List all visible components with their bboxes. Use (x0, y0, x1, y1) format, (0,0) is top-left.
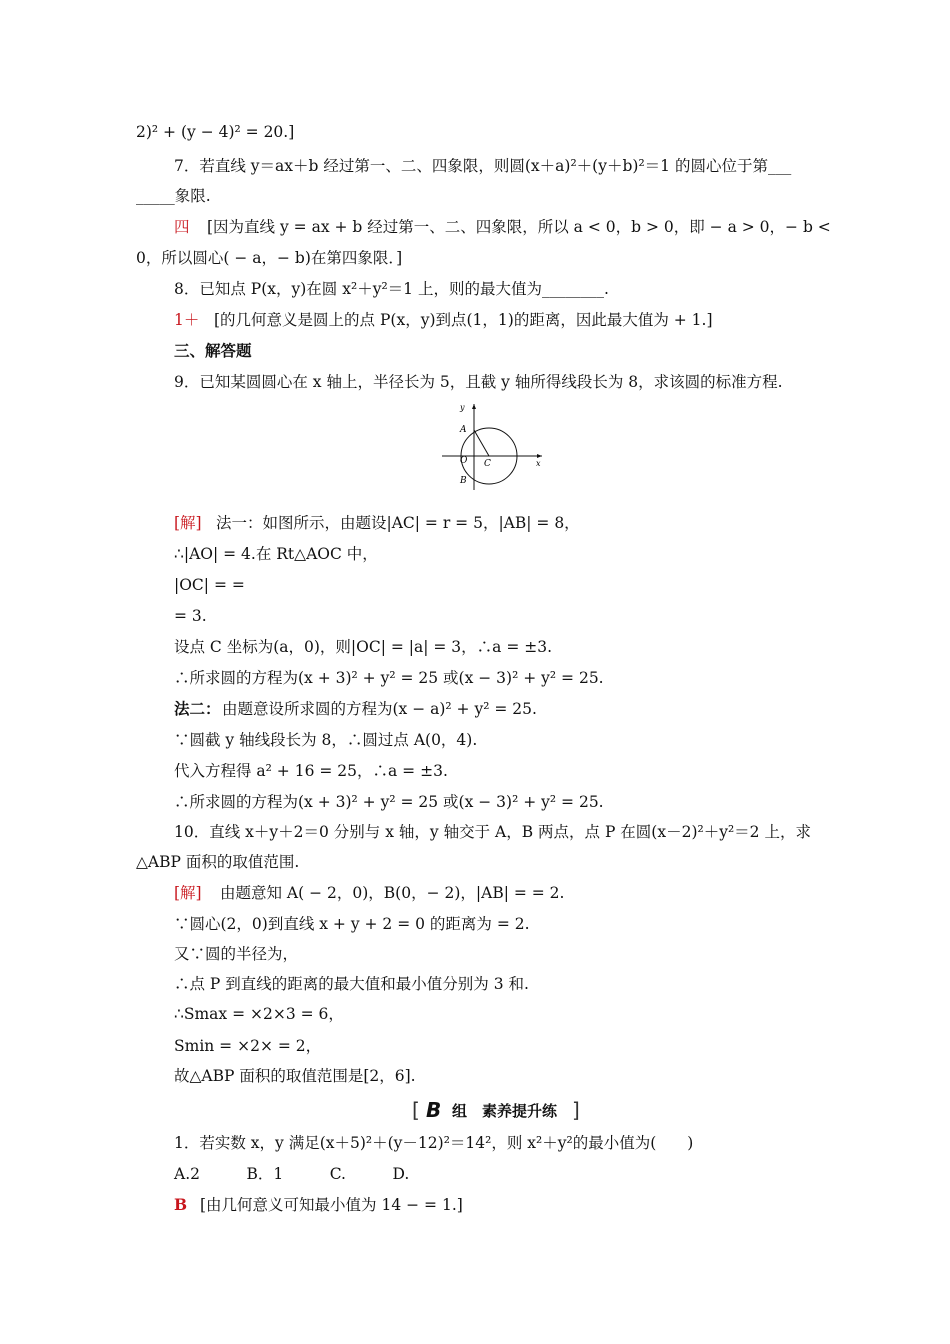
solution-label: [解] (174, 514, 202, 532)
explanation: [因为直线 y = ax + b 经过第一、二、四象限，所以 a < 0，b > 0，即 − a > 0，− b < (207, 218, 831, 236)
section-banner (412, 1098, 582, 1122)
question-b1: 1．若实数 x，y 满足(x＋5)²＋(y－12)²＝14²，则 x²＋y²的最小值为( ) (174, 1134, 694, 1152)
text-line: = 3. (174, 607, 207, 625)
text-line: 设点 C 坐标为(a，0)，则|OC| = |a| = 3，∴a = ±3. (174, 638, 553, 656)
answer-label: 1＋ (174, 311, 200, 329)
question-10: 10．直线 x＋y＋2＝0 分别与 x 轴，y 轴交于 A，B 两点，点 P 在圆(x－2)²＋y²＝2 上，求 (174, 823, 811, 841)
answer-label: B (174, 1195, 188, 1214)
text-line: 又∵圆的半径为， (174, 945, 299, 963)
point-label-b: B (460, 476, 467, 486)
point-label-o: O (460, 456, 468, 466)
text-line: 代入方程得 a² + 16 = 25，∴a = ±3. (174, 762, 448, 780)
banner-bracket-left: [ (412, 1098, 420, 1122)
point-label-a: A (460, 425, 467, 435)
axis-label-x: x (536, 459, 541, 468)
solution-text: 法一：如图所示，由题设|AC| = r = 5，|AB| = 8， (216, 514, 580, 532)
point-label-c: C (484, 459, 491, 469)
text-line: 由题意设所求圆的方程为(x − a)² + y² = 25. (222, 700, 537, 718)
explanation: [由几何意义可知最小值为 14 − = 1.] (200, 1196, 463, 1214)
banner-bracket-right: ] (572, 1098, 580, 1122)
text-line: ∴所求圆的方程为(x + 3)² + y² = 25 或(x − 3)² + y² = 25. (174, 793, 604, 811)
text-line: △ABP 面积的取值范围. (136, 853, 300, 871)
explanation: [的几何意义是圆上的点 P(x，y)到点(1，1)的距离，因此最大值为 + 1.] (214, 311, 713, 329)
solution-text: 由题意知 A( − 2，0)，B(0，− 2)，|AB| = = 2. (220, 884, 565, 902)
question-7: 7．若直线 y＝ax＋b 经过第一、二、四象限，则圆(x＋a)²＋(y＋b)²＝1 的圆心位于第___ (174, 157, 792, 175)
section-heading: 三、解答题 (174, 341, 252, 360)
text-line: 故△ABP 面积的取值范围是[2，6]. (174, 1067, 416, 1085)
text-line: _____象限. (136, 187, 211, 205)
text-line: Smin = ×2× = 2， (174, 1037, 322, 1055)
banner-title: 组 素养提升练 (452, 1102, 558, 1120)
group-b-logo: B (426, 1098, 442, 1122)
question-8: 8．已知点 P(x，y)在圆 x²＋y²＝1 上，则的最大值为________. (174, 280, 609, 298)
question-9: 9．已知某圆圆心在 x 轴上，半径长为 5，且截 y 轴所得线段长为 8，求该圆的标准方程. (174, 373, 783, 391)
text-line: ∴Smax = ×2×3 = 6， (174, 1005, 344, 1023)
axis-label-y: y (460, 403, 465, 412)
text-line: ∴点 P 到直线的距离的最大值和最小值分别为 3 和. (174, 975, 529, 993)
text-line: ∴|AO| = 4.在 Rt△AOC 中， (174, 545, 378, 563)
answer-label: 四 (174, 218, 190, 236)
text-line: ∴所求圆的方程为(x + 3)² + y² = 25 或(x − 3)² + y² = 25. (174, 669, 604, 687)
text-line: 2)² + (y − 4)² = 20.] (136, 123, 295, 141)
text-line: ∵圆截 y 轴线段长为 8，∴圆过点 A(0，4). (174, 731, 478, 749)
circle-figure (438, 400, 548, 492)
text-line: 0，所以圆心( − a，− b)在第四象限．] (136, 249, 403, 267)
method-label: 法二： (174, 699, 221, 718)
text-line: ∵圆心(2，0)到直线 x + y + 2 = 0 的距离为 = 2. (174, 915, 530, 933)
answer-options: A.2 B．1 C. D. (174, 1165, 410, 1183)
text-line: |OC| = = (174, 576, 245, 594)
solution-label: [解] (174, 884, 202, 902)
